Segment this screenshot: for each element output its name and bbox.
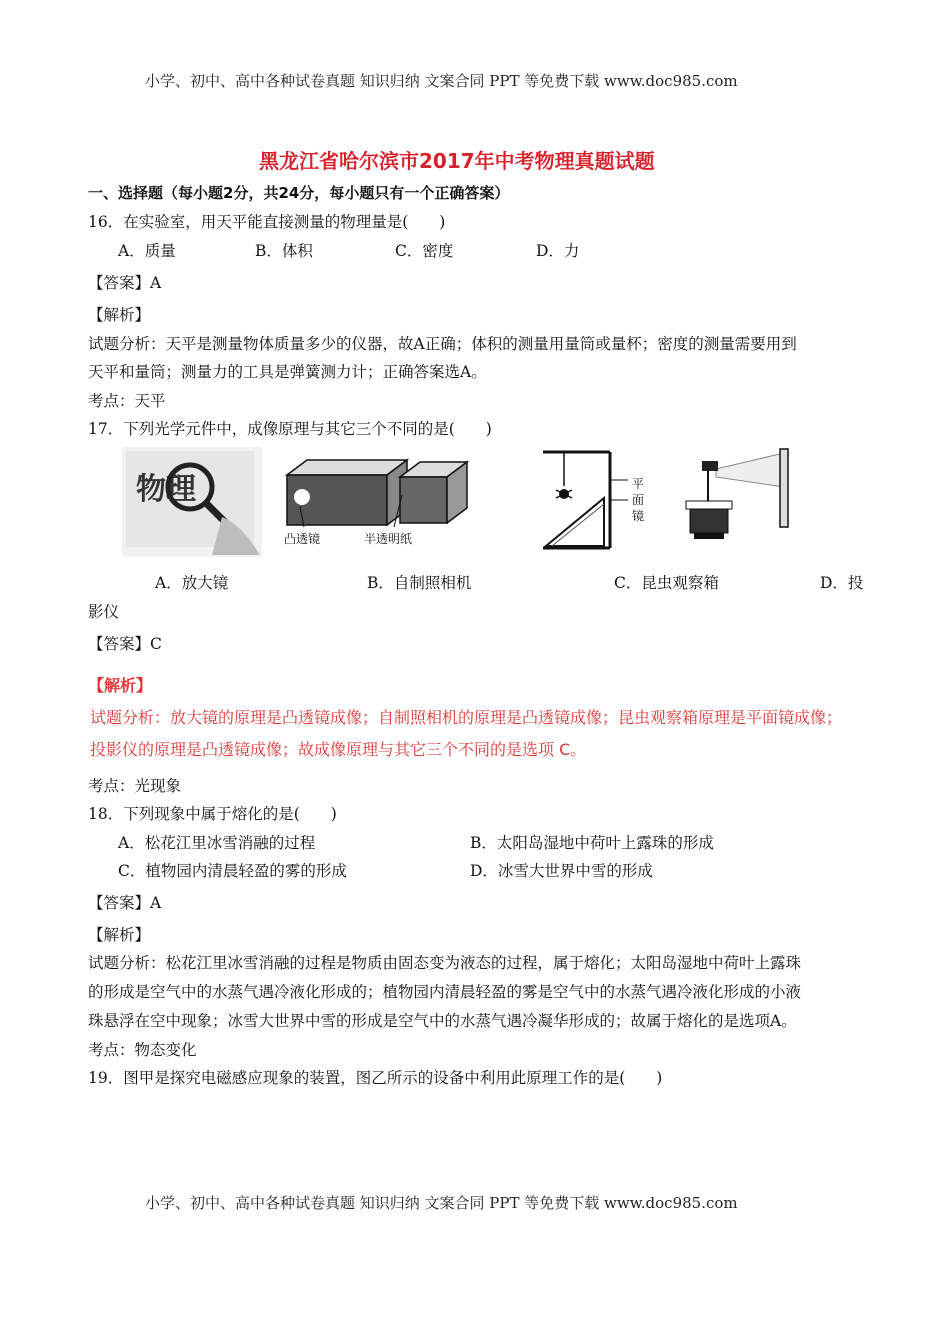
mirror-label-2: 面 bbox=[632, 493, 645, 507]
q18-option-d: D．冰雪大世界中雪的形成 bbox=[470, 862, 653, 880]
page-header: 小学、初中、高中各种试卷真题 知识归纳 文案合同 PPT 等免费下载 www.doc985.com bbox=[145, 72, 738, 90]
q18-analysis-line2: 的形成是空气中的水蒸气遇冷液化形成的；植物园内清晨轻盈的雾是空气中的水蒸气遇冷液化形成的小液 bbox=[88, 983, 802, 1001]
q17-analysis-line2: 投影仪的原理是凸透镜成像；故成像原理与其它三个不同的是选项 C。 bbox=[90, 740, 587, 759]
projector-figure bbox=[684, 447, 794, 547]
q16-analysis-line2: 天平和量筒；测量力的工具是弹簧测力计；正确答案选A。 bbox=[88, 363, 487, 381]
q17-option-b: B．自制照相机 bbox=[367, 574, 472, 592]
q16-option-b: B．体积 bbox=[255, 242, 313, 260]
insect-box-figure bbox=[538, 450, 658, 552]
box-camera-figure bbox=[282, 455, 472, 555]
q17-analysis-line1: 试题分析：放大镜的原理是凸透镜成像；自制照相机的原理是凸透镜成像；昆虫观察箱原理是平面镜成像； bbox=[90, 708, 843, 727]
magnifier-figure bbox=[122, 447, 262, 557]
q18-point: 考点：物态变化 bbox=[88, 1041, 197, 1059]
q16-analysis-line1: 试题分析：天平是测量物体质量多少的仪器，故A正确；体积的测量用量筒或量杯；密度的测量需要用到 bbox=[88, 335, 797, 353]
q18-option-a: A．松花江里冰雪消融的过程 bbox=[118, 834, 316, 852]
q19-stem: 19．图甲是探究电磁感应现象的装置，图乙所示的设备中利用此原理工作的是( ) bbox=[88, 1069, 663, 1087]
box-camera-label-paper: 半透明纸 bbox=[364, 532, 413, 546]
mirror-label-3: 镜 bbox=[632, 509, 645, 523]
q18-stem: 18．下列现象中属于熔化的是( ) bbox=[88, 805, 337, 823]
q18-analysis-line1: 试题分析：松花江里冰雪消融的过程是物质由固态变为液态的过程，属于熔化；太阳岛湿地中荷叶上露珠 bbox=[88, 954, 802, 972]
q16-answer: 【答案】A bbox=[88, 274, 162, 292]
q17-analysis-label: 【解析】 bbox=[88, 676, 153, 695]
page-footer: 小学、初中、高中各种试卷真题 知识归纳 文案合同 PPT 等免费下载 www.doc985.com bbox=[145, 1194, 738, 1212]
q17-answer: 【答案】C bbox=[88, 635, 162, 653]
q18-option-c: C．植物园内清晨轻盈的雾的形成 bbox=[118, 862, 347, 880]
q16-option-a: A．质量 bbox=[118, 242, 176, 260]
q16-analysis-label: 【解析】 bbox=[88, 306, 151, 324]
q16-stem: 16．在实验室，用天平能直接测量的物理量是( ) bbox=[88, 213, 446, 231]
q16-option-c: C．密度 bbox=[395, 242, 454, 260]
q17-point: 考点：光现象 bbox=[88, 777, 182, 795]
mirror-label-1: 平 bbox=[632, 477, 645, 491]
q16-point: 考点：天平 bbox=[88, 392, 166, 410]
q18-analysis-line3: 珠悬浮在空中现象；冰雪大世界中雪的形成是空气中的水蒸气遇冷凝华形成的；故属于熔化的是选项A。 bbox=[88, 1012, 797, 1030]
q17-stem: 17．下列光学元件中，成像原理与其它三个不同的是( ) bbox=[88, 420, 492, 438]
magnifier-text: 物理 bbox=[136, 472, 196, 507]
section-heading: 一、选择题（每小题2分，共24分，每小题只有一个正确答案） bbox=[88, 184, 510, 202]
page-title: 黑龙江省哈尔滨市2017年中考物理真题试题 bbox=[259, 149, 655, 173]
q17-option-d: D．投 bbox=[820, 574, 864, 592]
q18-analysis-label: 【解析】 bbox=[88, 926, 151, 944]
q17-option-d-cont: 影仪 bbox=[88, 603, 120, 621]
q17-option-a: A．放大镜 bbox=[155, 574, 229, 592]
box-camera-label-lens: 凸透镜 bbox=[284, 532, 321, 546]
q16-option-d: D．力 bbox=[536, 242, 580, 260]
q17-option-c: C．昆虫观察箱 bbox=[614, 574, 719, 592]
q18-answer: 【答案】A bbox=[88, 894, 162, 912]
q18-option-b: B．太阳岛湿地中荷叶上露珠的形成 bbox=[470, 834, 714, 852]
